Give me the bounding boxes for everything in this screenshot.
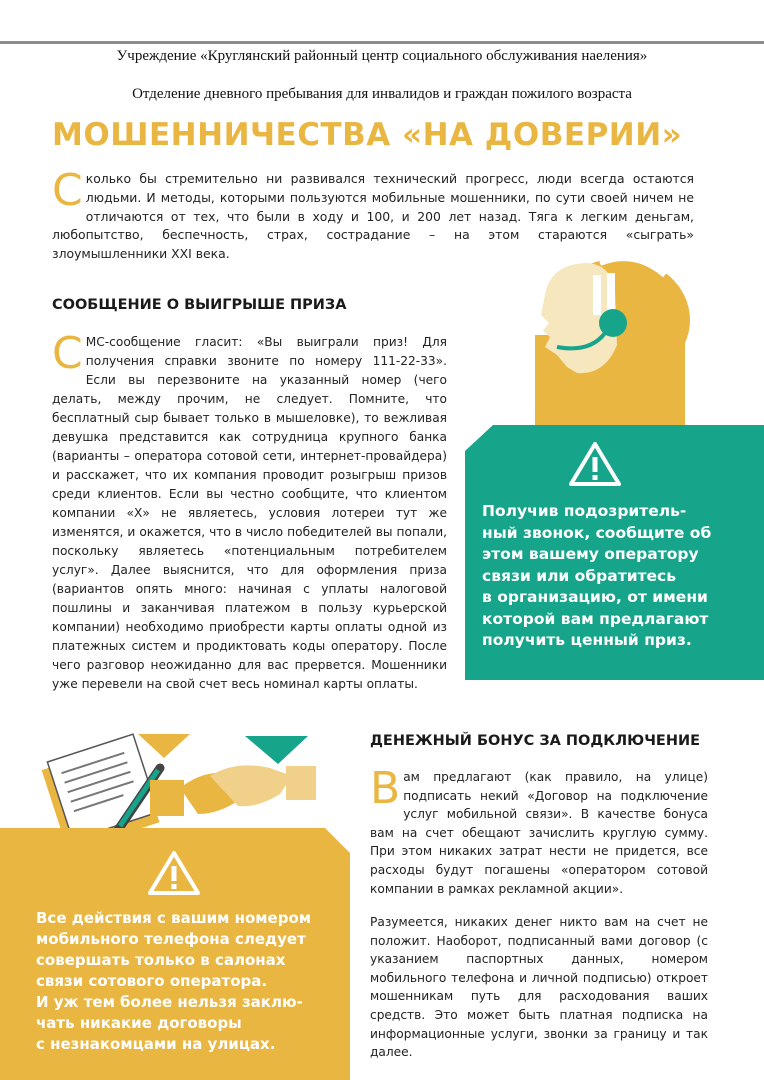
handshake-icon (150, 765, 316, 816)
callout2-line: И уж тем более нельзя заклю- (36, 993, 303, 1011)
deco-triangle-yellow (138, 734, 190, 758)
warning-icon (148, 850, 200, 896)
contract-document-icon (40, 734, 162, 830)
callout-suspicious-call (465, 425, 764, 680)
callout2-line: с незнакомцами на улицах. (36, 1035, 276, 1053)
section2-dropcap: В (370, 763, 401, 814)
top-divider (0, 41, 764, 44)
intro-dropcap: С (52, 165, 83, 216)
section1-text: МС-сообщение гласит: «Вы выиграли приз! Для получения справки звоните по номеру 111-22-33». Если вы перезвоните на указанный номер (чего делать, между прочим, не следует. Помните, что бесплатный сыр бывает только в мышеловке), то вежливая девушка представится как сотрудница крупного банка (варианты – оператора сотовой сети, интернет-провайдера) и расскажет, что их компания проводит розыгрыш призов среди клиентов. Если вы честно сообщите, что клиентом компании «Х» не являетесь, условия лотереи тут же изменятся, и окажется, что в число победителей вы попали, поскольку являетесь «потенциальным потребителем услуг». Далее выяснится, что для оформления приза (вариантов опять много: начиная с уплаты налоговой пошлины и заканчивая платежом в пользу курьерской компании) необходимо приобрести карты оплаты одной из платежных систем и продиктовать коды оператору. После чего разговор неожиданно для вас прервется. Мошенники уже перевели на свой счет весь номинал карты оплаты. (52, 335, 447, 691)
section2-text: ам предлагают (как правило, на улице) подписать некий «Договор на подключение услуг мобильной связи». В качестве бонуса вам на счет обещают зачислить круглую сумму. При этом никаких затрат нести не придется, все расходы будут погашены «оператором сотовой компании в рамках рекламной акции». (370, 770, 708, 896)
deco-triangle-teal (245, 736, 308, 764)
page-title: МОШЕННИЧЕСТВА «НА ДОВЕРИИ» (52, 117, 683, 153)
callout1-text (482, 501, 757, 652)
callout2-line: чать никакие договоры (36, 1014, 242, 1032)
intro-paragraph (52, 165, 694, 264)
callout1-line: этом вашему оператору (482, 545, 699, 563)
callout2-text (36, 908, 341, 1055)
callout-phone-actions (0, 828, 350, 1080)
callout1-line: которой вам предлагают (482, 609, 709, 628)
intro-text: колько бы стремительно ни развивался технический прогресс, люди всегда остаются людьми. И методы, которыми пользуются мобильные мошенники, по сути своей ничем не отличаются от тех, что были в ходу и 100, и 200 лет назад. Тяга к легким деньгам, любопытство, беспечность, страх, сострадание – на этом стараются «сыграть» злоумышленники XXI века. (52, 171, 694, 262)
callout1-line: связи или обратитесь (482, 566, 677, 585)
callout1-line: ный звонок, сообщите об (482, 523, 712, 542)
section2-paragraph (370, 763, 708, 898)
callout2-line: мобильного телефона следует (36, 930, 306, 948)
headset-bar-2 (607, 273, 615, 313)
callout1-line: Получив подозритель- (482, 502, 687, 520)
section2-paragraph-2: Разумеется, никаких денег никто вам на счет не положит. Наоборот, подписанный вами договор (с указанием паспортных данных, номером мобильного телефона и личной подписью) откроет мошенникам путь для расходования ваших средств. Это может быть платная подписка на информационные услуги, звонки за границу и так далее. (370, 915, 708, 1060)
department-name: Отделение дневного пребывания для инвалидов и граждан пожилого возраста (132, 86, 632, 102)
section2-heading: ДЕНЕЖНЫЙ БОНУС ЗА ПОДКЛЮЧЕНИЕ (370, 733, 700, 749)
headset-bar-1 (593, 275, 601, 315)
warning-icon (569, 441, 621, 487)
section1-paragraph (52, 328, 447, 694)
section1-dropcap: С (52, 328, 83, 379)
callout1-line: получить ценный приз. (482, 631, 692, 649)
callout1-line: в организацию, от имени (482, 588, 708, 606)
contract-handshake-illustration (30, 718, 320, 830)
institution-name: Учреждение «Круглянский районный центр социального обслуживания наеления» (116, 48, 648, 64)
callout2-line: связи сотового оператора. (36, 972, 268, 990)
callout2-line: Все действия с вашим номером (36, 909, 312, 927)
section1-heading: СООБЩЕНИЕ О ВЫИГРЫШЕ ПРИЗА (52, 297, 347, 313)
callout2-line: совершать только в салонах (36, 951, 286, 969)
operator-illustration (505, 255, 710, 425)
